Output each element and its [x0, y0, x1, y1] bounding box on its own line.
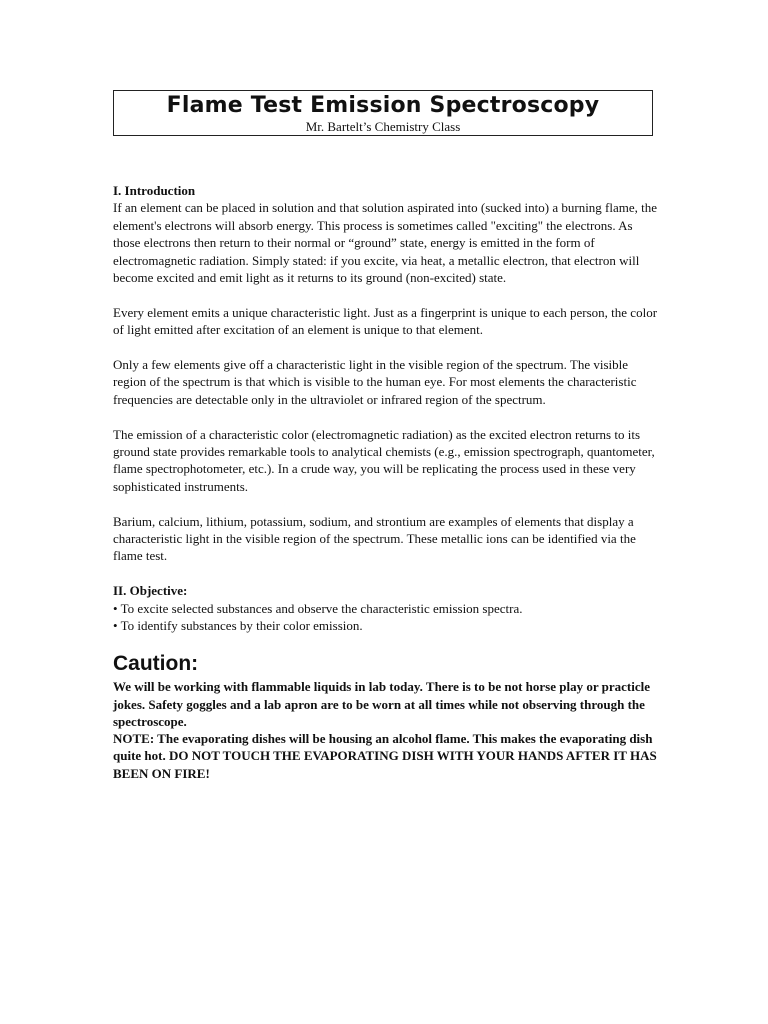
introduction-paragraph-5: Barium, calcium, lithium, potassium, sodium, and strontium are examples of elements that display a characteristic light in the visible region of the spectrum. These metallic ions can be identified via the flame test.	[113, 513, 636, 564]
introduction-paragraph-4: The emission of a characteristic color (electromagnetic radiation) as the excited electron returns to its ground state provides remarkable tools to analytical chemists (e.g., emission spectrograph, quantometer, flame spectrophotometer, etc.). In a crude way, you will be replicating the process used in these very sophisticated instruments.	[113, 426, 655, 494]
introduction-paragraph-1: If an element can be placed in solution and that solution aspirated into (sucked into) a burning flame, the element's electrons will absorb energy. This process is sometimes called "exciting" the electrons. As those electrons then return to their normal or “ground” state, energy is emitted in the form of electromagnetic radiation. Simply stated: if you excite, via heat, a metallic electron, that electron will become excited and emit light as it returns to its ground (non-excited) state.	[113, 200, 658, 286]
title-box	[113, 90, 653, 136]
objective-section	[113, 582, 658, 634]
introduction-paragraph-3: Only a few elements give off a characteristic light in the visible region of the spectrum. The visible region of the spectrum is that which is visible to the human eye. For most elements the characteristic frequencies are detectable only in the ultraviolet or infrared region of the spectrum.	[113, 357, 637, 407]
caution-note: NOTE: The evaporating dishes will be housing an alcohol flame. This makes the evaporating dish quite hot. DO NOT TOUCH THE EVAPORATING DISH WITH YOUR HANDS AFTER IT HAS BEEN ON FIRE!	[113, 731, 657, 781]
document-title: Flame Test Emission Spectroscopy	[166, 93, 600, 118]
introduction-paragraph-2: Every element emits a unique characteristic light. Just as a fingerprint is unique to each person, the color of light emitted after excitation of an element is unique to that element.	[113, 304, 658, 338]
objective-item: • To excite selected substances and observe the characteristic emission spectra.	[113, 600, 523, 616]
objective-heading: II. Objective:	[113, 583, 188, 599]
caution-warning: We will be working with flammable liquids in lab today. There is to be not horse play or practicle jokes. Safety goggles and a lab apron are to be worn at all times while not observing through the spectroscope.	[113, 679, 651, 729]
document-subtitle: Mr. Bartelt’s Chemistry Class	[305, 119, 461, 134]
document-body	[113, 182, 658, 782]
introduction-section	[113, 182, 658, 565]
caution-section	[113, 652, 658, 781]
objective-list	[113, 600, 658, 635]
introduction-heading: I. Introduction	[113, 183, 196, 198]
objective-item: • To identify substances by their color emission.	[113, 618, 363, 634]
caution-heading: Caution:	[113, 652, 199, 676]
